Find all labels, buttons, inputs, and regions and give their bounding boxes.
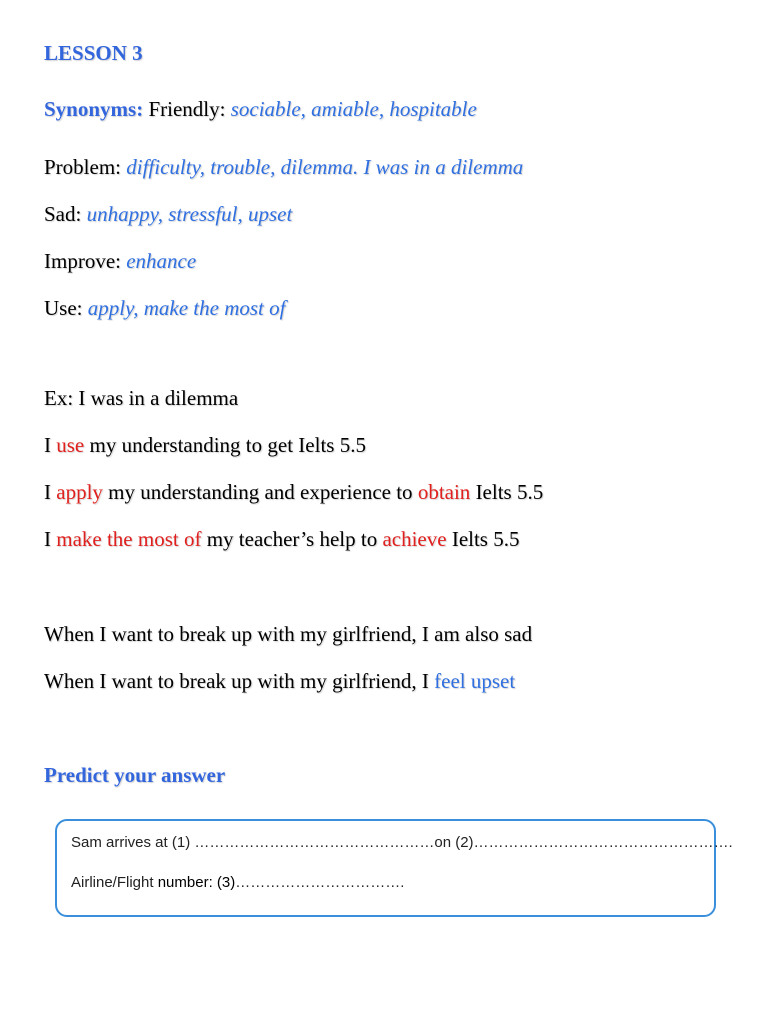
example-2-highlight-use: use	[56, 433, 85, 457]
use-synonyms: apply, make the most of	[87, 296, 286, 320]
example-line-3	[44, 479, 543, 505]
example-4-end: Ielts 5.5	[446, 527, 520, 551]
friendly-word: Friendly:	[143, 97, 231, 121]
example-3-middle: my understanding and experience to	[102, 480, 418, 504]
prediction-line-2-label: Airline/Flight	[71, 874, 158, 891]
example-3-start: I	[44, 480, 57, 504]
example-4-highlight-achieve: achieve	[382, 527, 447, 551]
prediction-line-1: Sam arrives at (1) …………………………………………on (2)…………………………………………….	[71, 834, 733, 851]
lesson-title: LESSON 3	[44, 41, 143, 65]
example-line-2	[44, 432, 366, 458]
synonyms-label: Synonyms:	[44, 97, 144, 121]
sad-line	[44, 201, 292, 227]
example-3-highlight-apply: apply	[56, 480, 103, 504]
girlfriend-line-1: When I want to break up with my girlfriend, I am also sad	[44, 622, 533, 646]
problem-word: Problem:	[44, 155, 127, 179]
improve-line	[44, 248, 196, 274]
example-4-middle: my teacher’s help to	[201, 527, 383, 551]
example-line-1: Ex: I was in a dilemma	[44, 386, 239, 410]
sad-synonyms: unhappy, stressful, upset	[86, 202, 293, 226]
example-3-highlight-obtain: obtain	[417, 480, 471, 504]
prediction-box	[55, 819, 733, 917]
example-2-start: I	[44, 433, 57, 457]
prediction-line-2-blank: …………………………….	[235, 874, 405, 891]
problem-line	[44, 154, 523, 180]
predict-heading: Predict your answer	[44, 763, 226, 787]
synonyms-friendly-line	[44, 96, 477, 122]
example-4-highlight-make-the-most-of: make the most of	[56, 527, 202, 551]
use-line	[44, 295, 285, 321]
improve-word: Improve:	[44, 249, 127, 273]
girlfriend-line-2	[44, 668, 515, 694]
example-2-end: my understanding to get Ielts 5.5	[84, 433, 366, 457]
friendly-synonyms: sociable, amiable, hospitable	[230, 97, 477, 121]
example-3-end: Ielts 5.5	[470, 480, 544, 504]
improve-synonyms: enhance	[126, 249, 197, 273]
girlfriend-line-2-feel-upset: feel upset	[434, 669, 516, 693]
sad-word: Sad:	[44, 202, 87, 226]
prediction-line-2	[71, 873, 404, 893]
example-4-start: I	[44, 527, 57, 551]
prediction-line-2-number: number: (3)	[157, 874, 236, 891]
problem-synonyms: difficulty, trouble, dilemma. I was in a dilemma	[126, 155, 524, 179]
use-word: Use:	[44, 296, 88, 320]
girlfriend-line-2-start: When I want to break up with my girlfriend, I	[44, 669, 435, 693]
example-line-4	[44, 526, 519, 552]
